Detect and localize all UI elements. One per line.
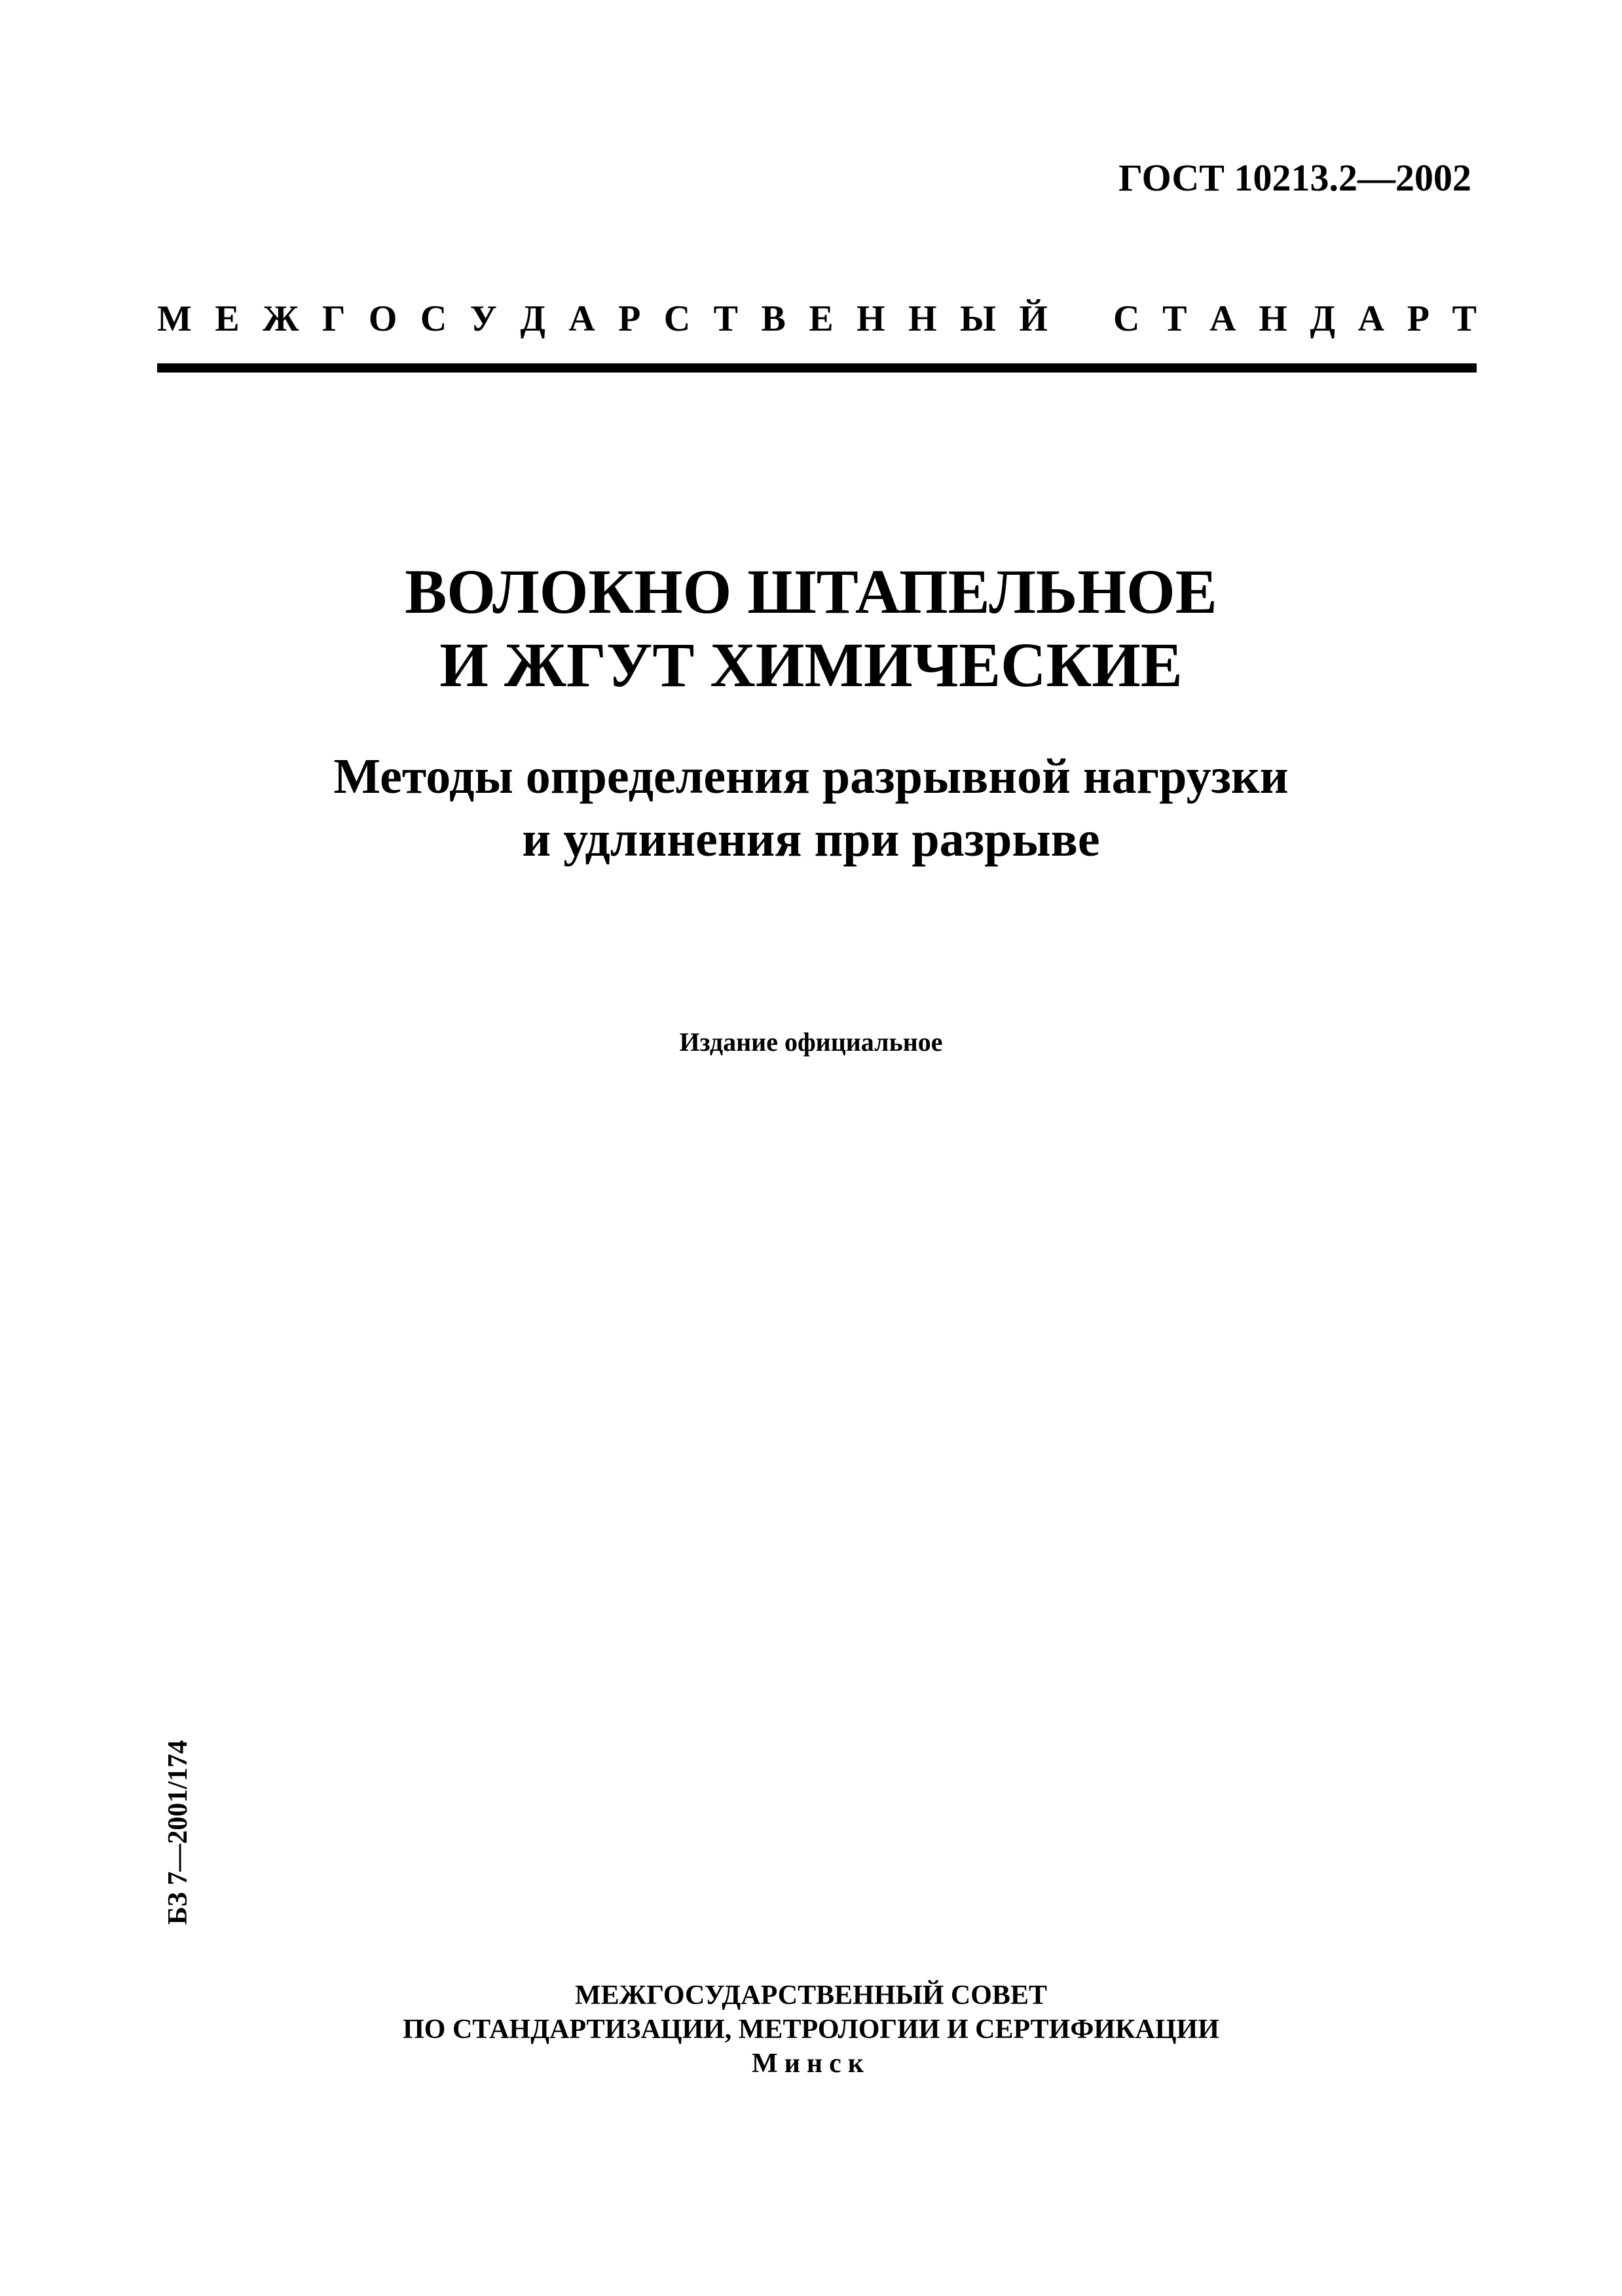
- banner-letter: Т: [1162, 299, 1187, 339]
- banner-divider: [157, 363, 1477, 373]
- banner-letter: Н: [1259, 299, 1287, 339]
- edition-label: Издание официальное: [679, 1027, 943, 1057]
- banner-letter: Р: [1407, 299, 1429, 339]
- document-title: [0, 555, 1622, 702]
- subtitle-line-1: Методы определения разрывной нагрузки: [333, 749, 1289, 804]
- banner-letter: Е: [215, 299, 240, 339]
- document-code: ГОСТ 10213.2—2002: [1118, 156, 1471, 199]
- title-line-2: И ЖГУТ ХИМИЧЕСКИЕ: [439, 630, 1183, 700]
- banner-letter: Д: [520, 299, 545, 339]
- banner-letter: С: [420, 299, 447, 339]
- banner-letter: В: [761, 299, 786, 339]
- banner-letter: М: [157, 299, 192, 339]
- title-line-1: ВОЛОКНО ШТАПЕЛЬНОЕ: [405, 556, 1217, 627]
- publisher-block: [0, 1978, 1622, 2081]
- banner-letter: Е: [809, 299, 834, 339]
- banner-letter: Й: [1019, 299, 1048, 339]
- banner-letter: А: [1357, 299, 1385, 339]
- banner-letter: Т: [713, 299, 739, 339]
- banner-letter: Ы: [959, 299, 996, 339]
- document-subtitle: [0, 745, 1622, 871]
- banner-word-standard: [1113, 298, 1477, 340]
- publisher-line-2: ПО СТАНДАРТИЗАЦИИ, МЕТРОЛОГИИ И СЕРТИФИКАЦИИ: [403, 2014, 1219, 2045]
- banner-letter: С: [1113, 299, 1140, 339]
- banner-letter: Д: [1310, 299, 1335, 339]
- banner-letter: Р: [618, 299, 641, 339]
- banner-letter: Н: [857, 299, 885, 339]
- banner-letter: А: [568, 299, 595, 339]
- publisher-city: Минск: [752, 2049, 870, 2079]
- standard-banner: [157, 298, 1477, 340]
- banner-letter: А: [1209, 299, 1236, 339]
- banner-letter: Г: [322, 299, 346, 339]
- banner-letter: Т: [1452, 299, 1477, 339]
- subtitle-line-2: и удлинения при разрыве: [522, 812, 1100, 867]
- banner-letter: Н: [908, 299, 937, 339]
- banner-word-interstate: [157, 298, 1048, 340]
- banner-letter: О: [368, 299, 397, 339]
- banner-letter: Ж: [263, 299, 299, 339]
- banner-letter: У: [470, 299, 497, 339]
- publisher-line-1: МЕЖГОСУДАРСТВЕННЫЙ СОВЕТ: [575, 1980, 1047, 2011]
- banner-letter: С: [663, 299, 691, 339]
- side-registration-code: БЗ 7—2001/174: [163, 1740, 193, 1925]
